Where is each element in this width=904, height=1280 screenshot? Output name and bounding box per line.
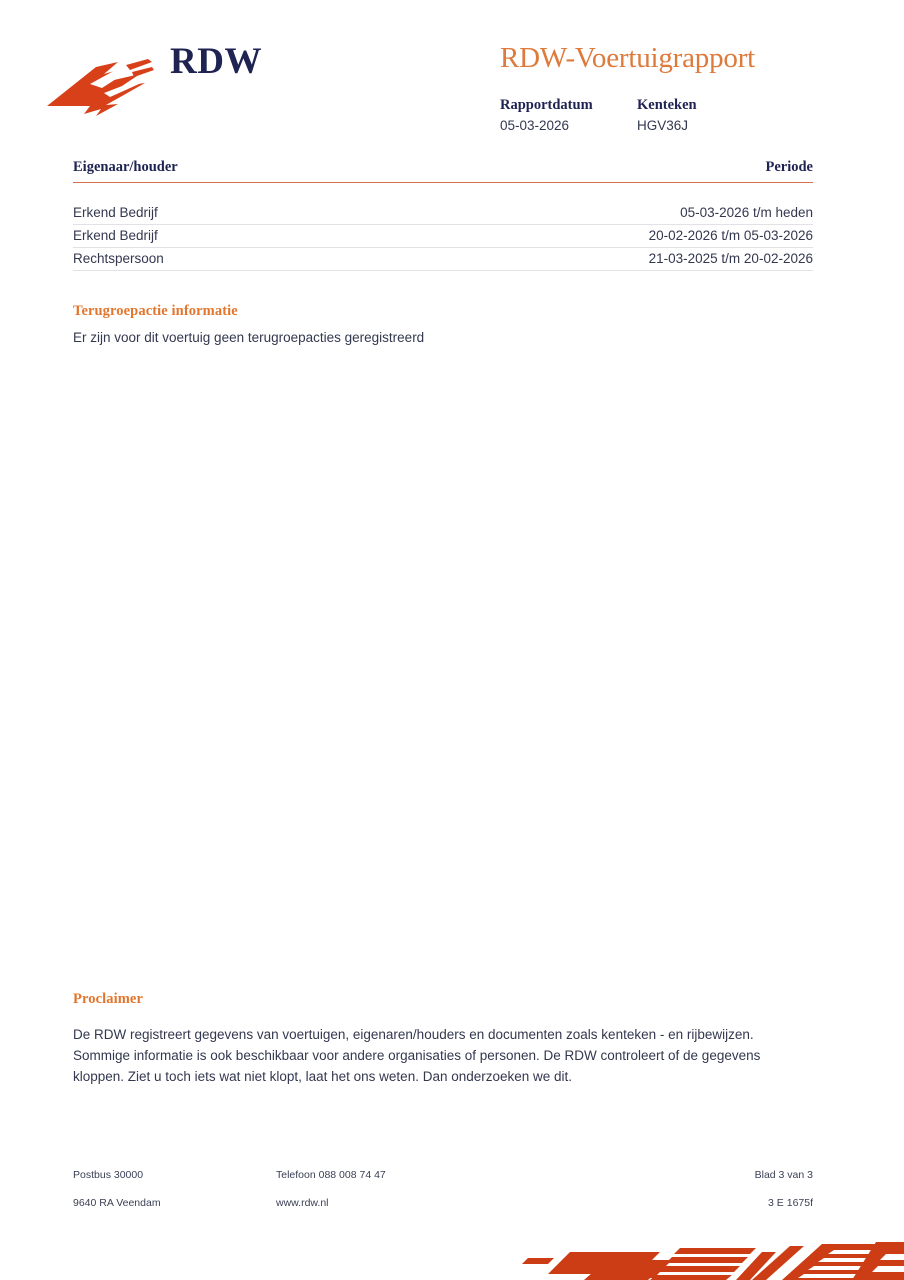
page-title: RDW-Voertuigrapport bbox=[500, 42, 756, 74]
table-row bbox=[73, 225, 813, 248]
document-header bbox=[0, 0, 904, 150]
column-header-holder: Eigenaar/houder bbox=[73, 159, 178, 175]
footer-postbus: Postbus 30000 bbox=[73, 1169, 144, 1181]
column-header-period: Periode bbox=[765, 159, 813, 175]
disclaimer-line-3: kloppen. Ziet u toch iets wat niet klopt, laat het ons weten. Dan onderzoeken we dit. bbox=[73, 1069, 573, 1084]
footer-website[interactable]: www.rdw.nl bbox=[276, 1197, 329, 1209]
footer-form-code: 3 E 1675f bbox=[768, 1197, 813, 1209]
disclaimer-line-1: De RDW registreert gegevens van voertuigen, eigenaren/houders en documenten zoals kenteken - en rijbewijzen. bbox=[73, 1027, 754, 1042]
document-footer bbox=[73, 1168, 813, 1228]
cell-holder: Rechtspersoon bbox=[73, 251, 164, 266]
recall-information-section bbox=[73, 302, 813, 348]
disclaimer-text bbox=[73, 1024, 773, 1087]
rdw-speed-stripes-graphic bbox=[504, 1222, 904, 1280]
rdw-logo bbox=[44, 30, 264, 110]
cell-period: 05-03-2026 t/m heden bbox=[680, 205, 813, 220]
recall-section-text: Er zijn voor dit voertuig geen terugroepacties geregistreerd bbox=[73, 330, 425, 345]
license-plate-value: HGV36J bbox=[637, 118, 689, 133]
report-date-label: Rapportdatum bbox=[500, 97, 593, 113]
table-header-row bbox=[73, 158, 813, 183]
footer-row-bottom bbox=[73, 1196, 813, 1224]
cell-holder: Erkend Bedrijf bbox=[73, 205, 158, 220]
footer-page-indicator: Blad 3 van 3 bbox=[754, 1169, 813, 1181]
rdw-arrow-logo-icon bbox=[44, 48, 164, 124]
table-body bbox=[73, 202, 813, 271]
report-date-value: 05-03-2026 bbox=[500, 118, 570, 133]
table-row bbox=[73, 248, 813, 271]
report-date-block bbox=[500, 97, 593, 136]
license-plate-block bbox=[637, 97, 697, 136]
cell-period: 20-02-2026 t/m 05-03-2026 bbox=[648, 228, 813, 243]
table-row bbox=[73, 202, 813, 225]
disclaimer-section bbox=[73, 990, 813, 1087]
cell-holder: Erkend Bedrijf bbox=[73, 228, 158, 243]
disclaimer-section-title: Proclaimer bbox=[73, 991, 143, 1007]
license-plate-label: Kenteken bbox=[637, 97, 697, 113]
footer-city: 9640 RA Veendam bbox=[73, 1197, 161, 1209]
owner-holder-table bbox=[73, 158, 813, 271]
footer-phone: Telefoon 088 008 74 47 bbox=[276, 1169, 386, 1181]
recall-section-title: Terugroepactie informatie bbox=[73, 303, 238, 319]
footer-row-top bbox=[73, 1168, 813, 1196]
disclaimer-line-2: Sommige informatie is ook beschikbaar voor andere organisaties of personen. De RDW controleert of de gegevens bbox=[73, 1048, 761, 1063]
rdw-wordmark: RDW bbox=[170, 41, 262, 82]
cell-period: 21-03-2025 t/m 20-02-2026 bbox=[648, 251, 813, 266]
